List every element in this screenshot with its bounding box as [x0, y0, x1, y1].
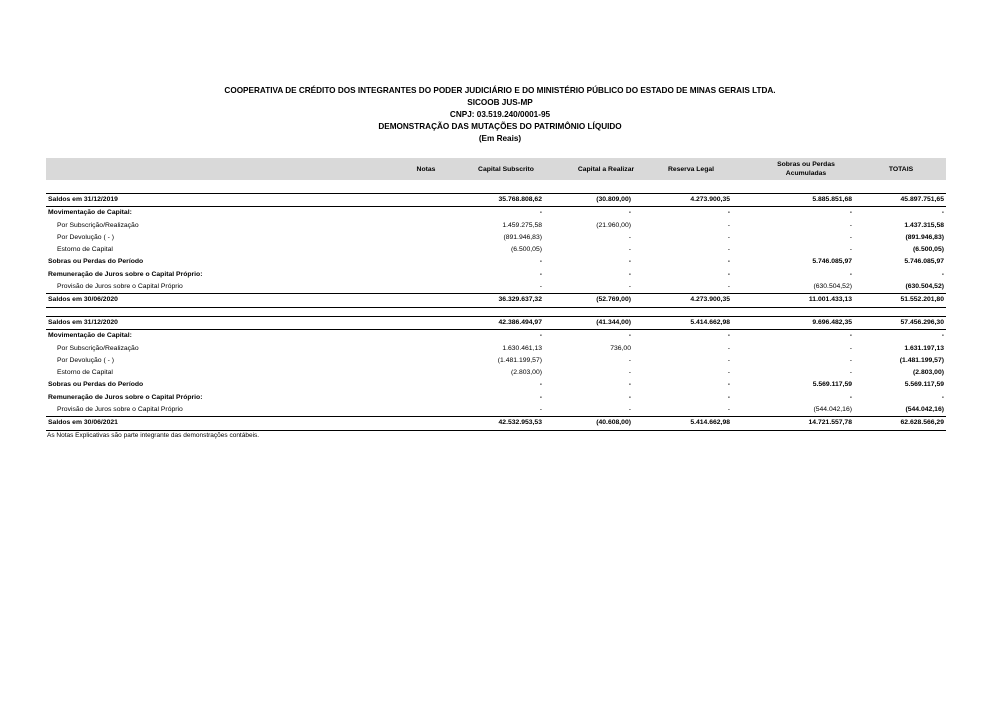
period-table-2020	[46, 193, 946, 308]
col-sobras-line2: Acumuladas	[785, 170, 827, 177]
cell-reserva-legal: -	[727, 369, 730, 377]
cell-capital-a-realizar: (40.608,00)	[546, 417, 635, 430]
cell-capital-a-realizar: (52.769,00)	[546, 294, 635, 307]
row-label: Movimentação de Capital:	[48, 332, 132, 340]
table-row	[46, 343, 946, 355]
cell-sobras-perdas: 5.746.085,97	[812, 258, 852, 266]
cell-capital-a-realizar: (30.809,00)	[546, 194, 635, 207]
cell-reserva-legal: 5.414.662,98	[635, 417, 734, 430]
company-name: COOPERATIVA DE CRÉDITO DOS INTEGRANTES DO PODER JUDICIÁRIO E DO MINISTÉRIO PÚBLICO DO ESTADO DE MINAS GERAIS LTDA.	[224, 86, 776, 95]
cell-capital-a-realizar: -	[628, 356, 631, 364]
company-cnpj: CNPJ: 03.519.240/0001-95	[449, 110, 551, 119]
cell-capital-subscrito: (2.803,00)	[511, 369, 542, 377]
cell-sobras-perdas: -	[849, 246, 852, 254]
row-label: Estorno de Capital	[57, 246, 113, 254]
row-label: Saldos em 30/06/2020	[46, 294, 451, 307]
table-row	[46, 269, 946, 281]
cell-capital-subscrito: -	[539, 270, 542, 278]
cell-sobras-perdas: 14.721.557,78	[734, 417, 856, 430]
row-label: Remuneração de Juros sobre o Capital Próprio:	[48, 270, 203, 278]
cell-totais: -	[941, 332, 944, 340]
cell-capital-subscrito: -	[539, 406, 542, 414]
row-label: Remuneração de Juros sobre o Capital Próprio:	[48, 393, 203, 401]
row-label: Por Devolução ( - )	[57, 233, 115, 241]
cell-totais: 1.437.315,58	[904, 221, 944, 229]
cell-sobras-perdas: 9.696.482,35	[734, 317, 856, 330]
period-rows	[46, 317, 946, 431]
cell-capital-a-realizar: (21.960,00)	[596, 221, 631, 229]
cell-reserva-legal: -	[727, 221, 730, 229]
table-row	[46, 281, 946, 294]
col-sobras-perdas	[746, 158, 866, 180]
cell-totais: 62.628.566,29	[856, 417, 946, 430]
cell-capital-a-realizar: (41.344,00)	[546, 317, 635, 330]
table-row	[46, 392, 946, 404]
cell-capital-subscrito: -	[539, 381, 542, 389]
col-totais: TOTAIS	[888, 165, 914, 173]
row-label: Provisão de Juros sobre o Capital Próprio	[57, 406, 183, 414]
cell-totais: 51.552.201,80	[856, 294, 946, 307]
cell-reserva-legal: -	[727, 209, 730, 217]
cell-capital-a-realizar: -	[628, 381, 631, 389]
cell-totais: (6.500,05)	[913, 246, 944, 254]
cell-totais: -	[941, 270, 944, 278]
cell-capital-subscrito: 42.386.494,97	[451, 317, 546, 330]
cell-sobras-perdas: -	[849, 344, 852, 352]
statement-header	[0, 85, 1000, 145]
row-label: Provisão de Juros sobre o Capital Próprio	[57, 283, 183, 291]
cell-totais: 45.897.751,65	[856, 194, 946, 207]
cell-capital-a-realizar: -	[628, 270, 631, 278]
cell-sobras-perdas: -	[849, 369, 852, 377]
cell-totais: 1.631.197,13	[904, 344, 944, 352]
row-label: Estorno de Capital	[57, 369, 113, 377]
cell-sobras-perdas: 5.569.117,59	[812, 381, 852, 389]
cell-totais: 5.746.085,97	[904, 258, 944, 266]
cell-reserva-legal: -	[727, 356, 730, 364]
row-label: Por Subscrição/Realização	[57, 221, 139, 229]
cell-sobras-perdas: 5.885.851,68	[734, 194, 856, 207]
column-header-bar	[46, 158, 946, 180]
cell-totais: (891.946,83)	[905, 233, 944, 241]
statement-title: DEMONSTRAÇÃO DAS MUTAÇÕES DO PATRIMÔNIO LÍQUIDO	[378, 122, 622, 131]
cell-totais: 5.569.117,59	[904, 381, 944, 389]
cell-reserva-legal: 4.273.900,35	[635, 294, 734, 307]
col-notas: Notas	[416, 165, 436, 173]
cell-reserva-legal: -	[727, 393, 730, 401]
table-row	[46, 294, 946, 307]
cell-reserva-legal: -	[727, 233, 730, 241]
cell-reserva-legal: 5.414.662,98	[635, 317, 734, 330]
col-reserva-legal: Reserva Legal	[667, 165, 715, 173]
footnote: As Notas Explicativas são parte integrante das demonstrações contábeis.	[47, 432, 260, 439]
col-capital-subscrito: Capital Subscrito	[478, 165, 534, 173]
cell-capital-a-realizar: -	[628, 283, 631, 291]
row-label: Saldos em 30/06/2021	[46, 417, 451, 430]
table-row	[46, 404, 946, 417]
cell-capital-subscrito: -	[539, 209, 542, 217]
cell-reserva-legal: -	[727, 381, 730, 389]
cell-capital-subscrito: (1.481.199,57)	[497, 356, 542, 364]
cell-capital-subscrito: -	[539, 258, 542, 266]
cell-totais: (1.481.199,57)	[899, 356, 944, 364]
row-label: Movimentação de Capital:	[48, 209, 132, 217]
cell-reserva-legal: -	[727, 344, 730, 352]
cell-capital-a-realizar: 736,00	[610, 344, 631, 352]
cell-capital-a-realizar: -	[628, 233, 631, 241]
cell-totais: -	[941, 209, 944, 217]
cell-capital-a-realizar: -	[628, 332, 631, 340]
cell-sobras-perdas: -	[849, 332, 852, 340]
table-row	[46, 256, 946, 268]
cell-reserva-legal: -	[727, 283, 730, 291]
cell-capital-subscrito: 35.768.808,62	[451, 194, 546, 207]
cell-sobras-perdas: -	[849, 356, 852, 364]
cell-capital-subscrito: -	[539, 332, 542, 340]
cell-capital-a-realizar: -	[628, 258, 631, 266]
table-row	[46, 417, 946, 430]
table-row	[46, 207, 946, 220]
cell-capital-a-realizar: -	[628, 246, 631, 254]
cell-sobras-perdas: -	[849, 270, 852, 278]
cell-totais: (630.504,52)	[905, 283, 944, 291]
cell-capital-a-realizar: -	[628, 393, 631, 401]
cell-reserva-legal: -	[727, 246, 730, 254]
table-row	[46, 379, 946, 391]
cell-capital-subscrito: 1.630.461,13	[502, 344, 542, 352]
cell-sobras-perdas: (544.042,16)	[813, 406, 852, 414]
currency-note: (Em Reais)	[478, 134, 522, 143]
col-capital-a-realizar: Capital a Realizar	[577, 165, 635, 173]
cell-capital-subscrito: 36.329.637,32	[451, 294, 546, 307]
table-row	[46, 355, 946, 367]
table-row	[46, 232, 946, 244]
cell-sobras-perdas: -	[849, 221, 852, 229]
cell-capital-subscrito: (891.946,83)	[503, 233, 542, 241]
cell-reserva-legal: -	[727, 332, 730, 340]
table-row	[46, 367, 946, 379]
cell-capital-subscrito: 42.532.953,53	[451, 417, 546, 430]
col-sobras-line1: Sobras ou Perdas	[777, 161, 835, 168]
cell-capital-subscrito: -	[539, 283, 542, 291]
cell-sobras-perdas: -	[849, 233, 852, 241]
cell-reserva-legal: -	[727, 406, 730, 414]
cell-sobras-perdas: 11.001.433,13	[734, 294, 856, 307]
cell-capital-subscrito: (6.500,05)	[511, 246, 542, 254]
row-label: Saldos em 31/12/2019	[46, 194, 451, 207]
table-row	[46, 330, 946, 343]
period-rows	[46, 194, 946, 308]
cell-totais: -	[941, 393, 944, 401]
cell-capital-a-realizar: -	[628, 209, 631, 217]
table-row	[46, 317, 946, 330]
cell-totais: (2.803,00)	[913, 369, 944, 377]
company-short-name: SICOOB JUS-MP	[467, 98, 533, 107]
cell-capital-subscrito: -	[539, 393, 542, 401]
period-table-2021	[46, 316, 946, 431]
row-label: Por Subscrição/Realização	[57, 344, 139, 352]
cell-capital-subscrito: 1.459.275,58	[502, 221, 542, 229]
table-row	[46, 244, 946, 256]
table-row	[46, 220, 946, 232]
cell-totais: 57.456.296,30	[856, 317, 946, 330]
cell-totais: (544.042,16)	[905, 406, 944, 414]
row-label: Sobras ou Perdas do Período	[48, 381, 144, 389]
cell-reserva-legal: -	[727, 258, 730, 266]
table-row	[46, 194, 946, 207]
cell-reserva-legal: -	[727, 270, 730, 278]
cell-sobras-perdas: -	[849, 209, 852, 217]
row-label: Saldos em 31/12/2020	[46, 317, 451, 330]
cell-capital-a-realizar: -	[628, 369, 631, 377]
cell-capital-a-realizar: -	[628, 406, 631, 414]
cell-sobras-perdas: -	[849, 393, 852, 401]
row-label: Por Devolução ( - )	[57, 356, 115, 364]
cell-reserva-legal: 4.273.900,35	[635, 194, 734, 207]
cell-sobras-perdas: (630.504,52)	[813, 283, 852, 291]
row-label: Sobras ou Perdas do Período	[48, 258, 144, 266]
